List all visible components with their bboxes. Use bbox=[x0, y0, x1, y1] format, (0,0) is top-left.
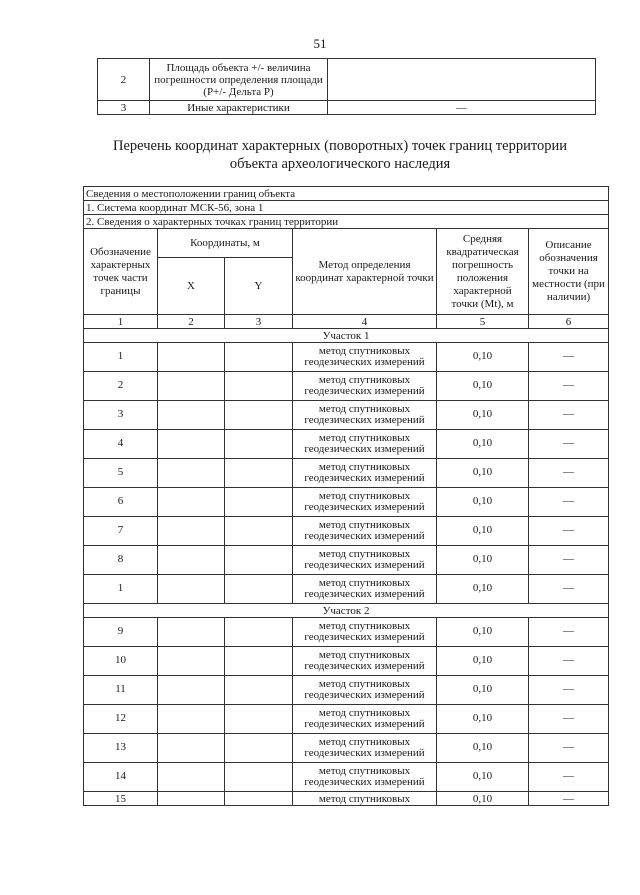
coordinate-x bbox=[158, 343, 225, 372]
header-coordinates: Координаты, м bbox=[158, 229, 293, 258]
method-cell: метод спутниковых геодезических измерений bbox=[293, 401, 437, 430]
coordinate-x bbox=[158, 676, 225, 705]
section-title: Участок 2 bbox=[84, 604, 609, 618]
method-cell: метод спутниковых геодезических измерений bbox=[293, 734, 437, 763]
point-number: 1 bbox=[84, 575, 158, 604]
section-row bbox=[84, 329, 609, 343]
coordinate-x bbox=[158, 734, 225, 763]
description-cell: — bbox=[529, 517, 609, 546]
point-row bbox=[84, 517, 609, 546]
header-method: Метод определения координат характерной точки bbox=[293, 229, 437, 315]
point-number: 2 bbox=[84, 372, 158, 401]
page-number: 51 bbox=[313, 36, 327, 51]
coordinate-x bbox=[158, 459, 225, 488]
accuracy-cell: 0,10 bbox=[437, 430, 529, 459]
point-row bbox=[84, 676, 609, 705]
info-row: Сведения о местоположении границ объекта bbox=[84, 187, 609, 201]
method-cell: метод спутниковых геодезических измерений bbox=[293, 343, 437, 372]
description-cell: — bbox=[529, 575, 609, 604]
accuracy-cell: 0,10 bbox=[437, 647, 529, 676]
description-cell: — bbox=[529, 676, 609, 705]
coordinate-x bbox=[158, 618, 225, 647]
accuracy-cell: 0,10 bbox=[437, 763, 529, 792]
point-number: 9 bbox=[84, 618, 158, 647]
description-cell: — bbox=[529, 459, 609, 488]
method-cell: метод спутниковых геодезических измерений bbox=[293, 763, 437, 792]
coordinate-y bbox=[225, 618, 293, 647]
point-number: 8 bbox=[84, 546, 158, 575]
method-cell: метод спутниковых геодезических измерений bbox=[293, 546, 437, 575]
accuracy-cell: 0,10 bbox=[437, 676, 529, 705]
accuracy-cell: 0,10 bbox=[437, 792, 529, 806]
point-row bbox=[84, 792, 609, 806]
info-row: 1. Система координат МСК-56, зона 1 bbox=[84, 201, 609, 215]
point-row bbox=[84, 372, 609, 401]
page-heading bbox=[60, 137, 620, 173]
coordinate-x bbox=[158, 705, 225, 734]
point-number: 4 bbox=[84, 430, 158, 459]
point-row bbox=[84, 343, 609, 372]
point-row bbox=[84, 705, 609, 734]
coordinate-x bbox=[158, 401, 225, 430]
characteristic-value: — bbox=[328, 101, 596, 115]
point-row bbox=[84, 488, 609, 517]
row-number: 2 bbox=[98, 59, 150, 101]
coordinate-x bbox=[158, 517, 225, 546]
column-number: 2 bbox=[158, 315, 225, 329]
method-cell: метод спутниковых геодезических измерений bbox=[293, 705, 437, 734]
accuracy-cell: 0,10 bbox=[437, 459, 529, 488]
description-cell: — bbox=[529, 488, 609, 517]
header-description: Описание обозначения точки на местности (при наличии) bbox=[529, 229, 609, 315]
coordinate-y bbox=[225, 372, 293, 401]
characteristic-row bbox=[98, 101, 596, 115]
description-cell: — bbox=[529, 401, 609, 430]
point-number: 6 bbox=[84, 488, 158, 517]
header-designation: Обозначение характерных точек части границы bbox=[84, 229, 158, 315]
accuracy-cell: 0,10 bbox=[437, 517, 529, 546]
header-accuracy: Средняя квадратическая погрешность положения характерной точки (Mt), м bbox=[437, 229, 529, 315]
method-cell: метод спутниковых геодезических измерений bbox=[293, 575, 437, 604]
point-number: 14 bbox=[84, 763, 158, 792]
coordinate-y bbox=[225, 401, 293, 430]
description-cell: — bbox=[529, 734, 609, 763]
description-cell: — bbox=[529, 792, 609, 806]
description-cell: — bbox=[529, 618, 609, 647]
point-row bbox=[84, 734, 609, 763]
accuracy-cell: 0,10 bbox=[437, 343, 529, 372]
coordinate-y bbox=[225, 517, 293, 546]
coordinate-y bbox=[225, 705, 293, 734]
boundary-points-table bbox=[83, 186, 609, 806]
coordinate-x bbox=[158, 372, 225, 401]
characteristic-label: Площадь объекта +/- величина погрешности определения площади (Р+/- Дельта Р) bbox=[150, 59, 328, 101]
point-number: 12 bbox=[84, 705, 158, 734]
coordinate-x bbox=[158, 792, 225, 806]
section-title: Участок 1 bbox=[84, 329, 609, 343]
method-cell: метод спутниковых геодезических измерений bbox=[293, 647, 437, 676]
info-row: 2. Сведения о характерных точках границ территории bbox=[84, 215, 609, 229]
coordinate-x bbox=[158, 575, 225, 604]
coordinate-y bbox=[225, 459, 293, 488]
point-row bbox=[84, 401, 609, 430]
point-number: 10 bbox=[84, 647, 158, 676]
coordinate-y bbox=[225, 575, 293, 604]
column-number: 1 bbox=[84, 315, 158, 329]
point-number: 15 bbox=[84, 792, 158, 806]
description-cell: — bbox=[529, 343, 609, 372]
point-number: 13 bbox=[84, 734, 158, 763]
accuracy-cell: 0,10 bbox=[437, 575, 529, 604]
description-cell: — bbox=[529, 763, 609, 792]
point-row bbox=[84, 575, 609, 604]
row-number: 3 bbox=[98, 101, 150, 115]
header-y: Y bbox=[225, 258, 293, 315]
section-row bbox=[84, 604, 609, 618]
method-cell: метод спутниковых bbox=[293, 792, 437, 806]
column-numbers-row bbox=[84, 315, 609, 329]
coordinate-x bbox=[158, 763, 225, 792]
coordinate-x bbox=[158, 546, 225, 575]
coordinate-y bbox=[225, 734, 293, 763]
description-cell: — bbox=[529, 372, 609, 401]
accuracy-cell: 0,10 bbox=[437, 705, 529, 734]
point-number: 5 bbox=[84, 459, 158, 488]
point-number: 1 bbox=[84, 343, 158, 372]
coordinate-x bbox=[158, 430, 225, 459]
coordinate-y bbox=[225, 546, 293, 575]
accuracy-cell: 0,10 bbox=[437, 401, 529, 430]
column-number: 4 bbox=[293, 315, 437, 329]
header-x: X bbox=[158, 258, 225, 315]
coordinate-y bbox=[225, 430, 293, 459]
characteristic-label: Иные характеристики bbox=[150, 101, 328, 115]
point-row bbox=[84, 618, 609, 647]
point-number: 11 bbox=[84, 676, 158, 705]
point-row bbox=[84, 647, 609, 676]
coordinate-x bbox=[158, 647, 225, 676]
characteristic-row bbox=[98, 59, 596, 101]
point-number: 3 bbox=[84, 401, 158, 430]
description-cell: — bbox=[529, 430, 609, 459]
heading-line-2: объекта археологического наследия bbox=[229, 156, 451, 172]
coordinate-y bbox=[225, 647, 293, 676]
method-cell: метод спутниковых геодезических измерений bbox=[293, 459, 437, 488]
column-number: 5 bbox=[437, 315, 529, 329]
accuracy-cell: 0,10 bbox=[437, 488, 529, 517]
coordinate-x bbox=[158, 488, 225, 517]
point-row bbox=[84, 763, 609, 792]
accuracy-cell: 0,10 bbox=[437, 546, 529, 575]
method-cell: метод спутниковых геодезических измерений bbox=[293, 676, 437, 705]
description-cell: — bbox=[529, 705, 609, 734]
coordinate-y bbox=[225, 792, 293, 806]
point-number: 7 bbox=[84, 517, 158, 546]
point-row bbox=[84, 459, 609, 488]
coordinate-y bbox=[225, 763, 293, 792]
description-cell: — bbox=[529, 647, 609, 676]
column-number: 3 bbox=[225, 315, 293, 329]
column-number: 6 bbox=[529, 315, 609, 329]
method-cell: метод спутниковых геодезических измерений bbox=[293, 430, 437, 459]
method-cell: метод спутниковых геодезических измерений bbox=[293, 618, 437, 647]
accuracy-cell: 0,10 bbox=[437, 734, 529, 763]
coordinate-y bbox=[225, 676, 293, 705]
method-cell: метод спутниковых геодезических измерений bbox=[293, 372, 437, 401]
accuracy-cell: 0,10 bbox=[437, 372, 529, 401]
characteristic-value bbox=[328, 59, 596, 101]
method-cell: метод спутниковых геодезических измерений bbox=[293, 488, 437, 517]
object-characteristics-table bbox=[97, 58, 596, 115]
accuracy-cell: 0,10 bbox=[437, 618, 529, 647]
method-cell: метод спутниковых геодезических измерений bbox=[293, 517, 437, 546]
point-row bbox=[84, 546, 609, 575]
coordinate-y bbox=[225, 343, 293, 372]
heading-line-1: Перечень координат характерных (поворотных) точек границ территории bbox=[112, 138, 568, 154]
description-cell: — bbox=[529, 546, 609, 575]
coordinate-y bbox=[225, 488, 293, 517]
point-row bbox=[84, 430, 609, 459]
